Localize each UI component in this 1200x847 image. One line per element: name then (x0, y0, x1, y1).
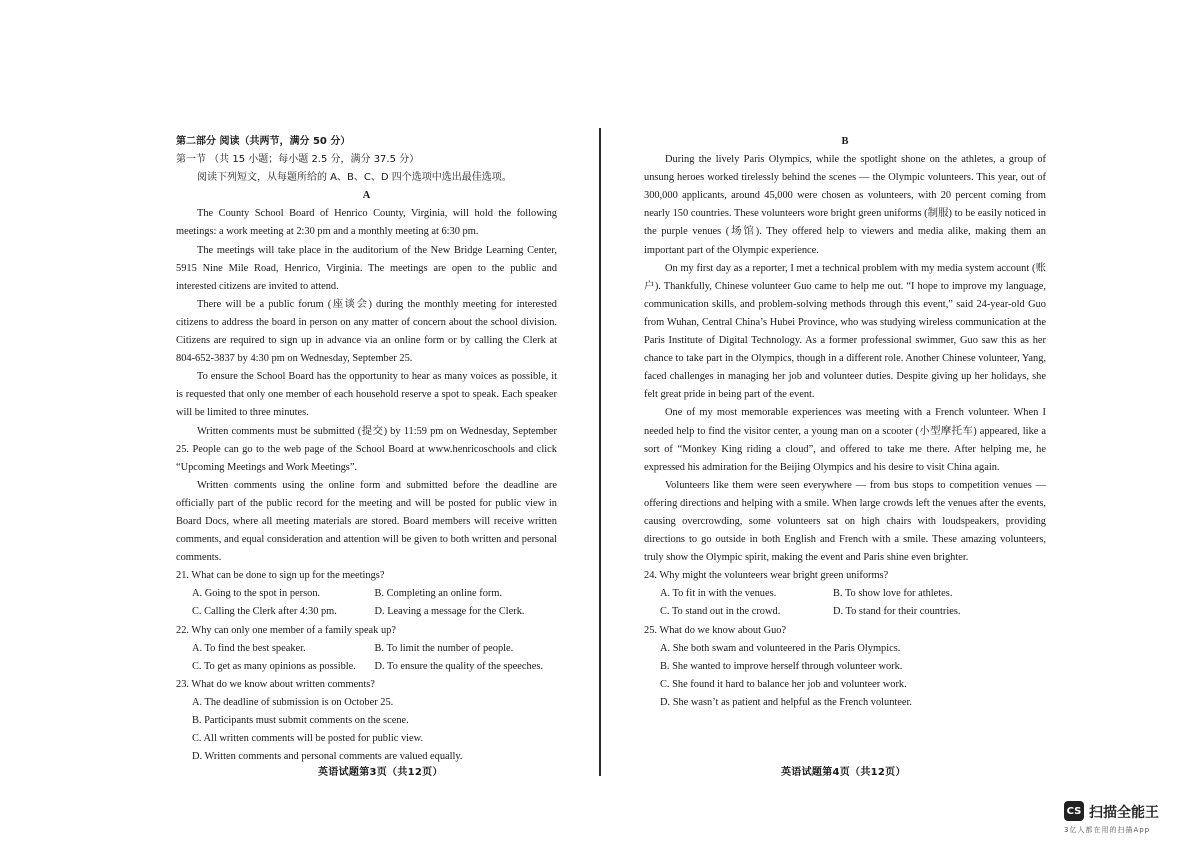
option: C. Calling the Clerk after 4:30 pm. (192, 606, 337, 618)
option: C. To get as many opinions as possible. (192, 660, 356, 672)
passage-a-paragraph: There will be a public forum (座谈会) during the monthly meeting for interested citizens to address the board in person on any matter of concern about the school division. Citizens are required to sign up in advance via an online form or by calling the Clerk at 804-652-3837 by 4:30 pm on Wednesday, September 25. (176, 298, 557, 365)
option: D. To stand for their countries. (833, 606, 961, 618)
option: B. Participants must submit comments on the scene. (192, 715, 409, 726)
passage-a-paragraph: The meetings will take place in the auditorium of the New Bridge Learning Center, 5915 Nine Mile Road, Henrico, Virginia. The meetings are open to the public and interested citizens are invited to attend. (176, 244, 557, 292)
option: A. To fit in with the venues. (660, 588, 777, 600)
passage-b-paragraph: One of my most memorable experiences was meeting with a French volunteer. When I needed help to find the visitor center, a young man on a scooter (小型摩托车) appeared, like a sort of “Monkey King riding a cloud”, and offered to take me there. After helping me, he expressed his admiration for the Beijing Olympics and his desire to visit China again. (644, 407, 1046, 473)
watermark-tagline: 3亿人都在用的扫描App (1064, 826, 1151, 834)
option: A. To find the best speaker. (192, 642, 306, 654)
option: A. Going to the spot in person. (192, 588, 321, 600)
right-page (600, 0, 1200, 847)
instruction-text: 阅读下列短文，从每题所给的 A、B、C、D 四个选项中选出最佳选项。 (197, 172, 512, 184)
question-options (644, 640, 1046, 712)
passage-b-paragraph: On my first day as a reporter, I met a technical problem with my media system account (账户). Thankfully, Chinese volunteer Guo came to help me out. “I hope to improve my language, communication skills, and problem-solving methods through this event,” said 24-year-old Guo from Wuhan, Central China’s Hubei Province, who was studying wireless communication at the Paris Institute of Digital Technology. As a former professional swimmer, Guo saw this as her chance to take part in the Olympics, though in a different role. Another Chinese volunteer, Yang, faced challenges in managing her job and volunteer duties. Despite giving up her holidays, she felt great pride in being part of the event. (644, 262, 1046, 401)
passage-b-paragraph: Volunteers like them were seen everywhere — from bus stops to competition venues — offering directions and helping with a smile. When large crowds left the venues after the events, causing overcrowding, some volunteers sat on high chairs with loudspeakers, providing directions to go outside in both English and French with a smile. These amazing volunteers, truly show the Olympic spirit, making the event and Paris shine even brighter. (644, 479, 1046, 564)
question-stem: 24. Why might the volunteers wear bright green uniforms? (644, 570, 889, 582)
section-title: 第二部分 阅读（共两节，满分 50 分） (176, 136, 351, 147)
option: C. All written comments will be posted for public view. (192, 733, 424, 745)
option: A. The deadline of submission is on October 25. (192, 696, 394, 708)
option: A. She both swam and volunteered in the Paris Olympics. (660, 642, 901, 654)
option: C. She found it hard to balance her job and volunteer work. (660, 678, 907, 690)
question-stem: 23. What do we know about written comments? (176, 678, 375, 690)
passage-b-paragraph: During the lively Paris Olympics, while the spotlight shone on the athletes, a group of unsung heroes worked tirelessly behind the scenes — the Olympic volunteers. This year, out of 300,000 applicants, around 45,000 were chosen as volunteers, with 20 percent coming from nearly 150 countries. These volunteers wore bright green uniforms (制服) to be easily noticed in the purple venues (场馆). They offered help to viewers and media alike, making them an important part of the Olympic experience. (644, 154, 1046, 256)
passage-label-b: B (841, 136, 849, 147)
option: D. Leaving a message for the Clerk. (374, 606, 525, 618)
camscanner-logo-icon: CS (1064, 801, 1084, 821)
passage-a-paragraph: The County School Board of Henrico County, Virginia, will hold the following meetings: a work meeting at 2:30 pm and a monthly meeting at 6:30 pm. (176, 208, 557, 238)
question-stem: 21. What can be done to sign up for the meetings? (176, 570, 385, 582)
passage-a-paragraph: Written comments must be submitted (提交) by 11:59 pm on Wednesday, September 25. People can go to the web page of the School Board at www.henricoschools and click “Upcoming Meetings and Work Meetings”. (176, 425, 557, 473)
question-options (176, 694, 557, 766)
option: D. She wasn’t as patient and helpful as the French volunteer. (660, 696, 913, 708)
option: B. To limit the number of people. (374, 642, 514, 654)
section-subtitle: 第一节 （共 15 小题；每小题 2.5 分，满分 37.5 分） (176, 154, 420, 166)
right-column (644, 133, 1046, 712)
passage-a-paragraph: Written comments using the online form and submitted before the deadline are officially part of the public record for the meeting and will be posted for public view in Board Docs, where all meeting materials are stored. Board members will receive written comments, and equal consideration and attention will be given to both written and personal comments. (176, 479, 557, 564)
option: C. To stand out in the crowd. (660, 606, 781, 618)
watermark-app-name: 扫描全能王 (1089, 805, 1159, 821)
option: B. Completing an online form. (374, 588, 503, 600)
question-options (176, 585, 557, 621)
scanner-watermark (1064, 799, 1182, 837)
option: B. To show love for athletes. (833, 588, 953, 600)
left-column (176, 133, 557, 766)
page-footer: 英语试题第4页（共12页） (781, 767, 906, 778)
question-options (176, 640, 557, 676)
passage-label-a: A (362, 190, 371, 202)
option: D. Written comments and personal comments are valued equally. (192, 751, 463, 763)
page-footer: 英语试题第3页（共12页） (318, 767, 443, 778)
question-stem: 22. Why can only one member of a family speak up? (176, 624, 396, 636)
question-options (644, 585, 1046, 621)
option: B. She wanted to improve herself through volunteer work. (660, 660, 903, 672)
option: D. To ensure the quality of the speeches. (374, 660, 543, 672)
passage-a-paragraph: To ensure the School Board has the opportunity to hear as many voices as possible, it is requested that only one member of each household reserve a spot to speak. Each speaker will be limited to three minutes. (176, 371, 557, 419)
question-stem: 25. What do we know about Guo? (644, 624, 787, 636)
